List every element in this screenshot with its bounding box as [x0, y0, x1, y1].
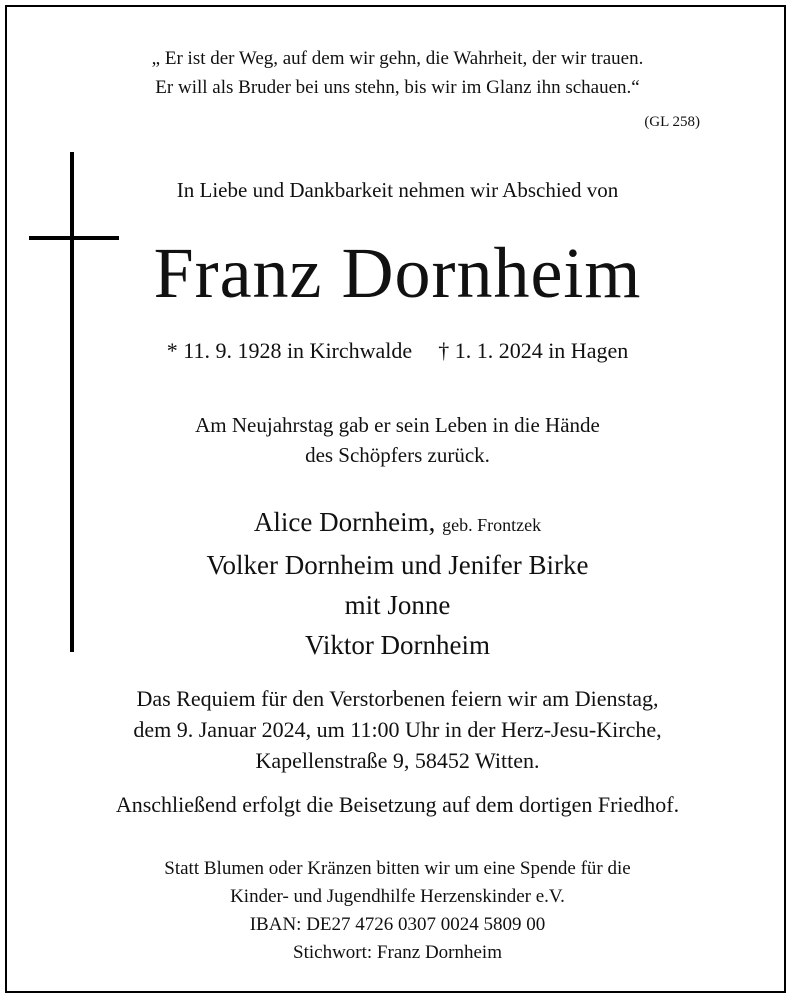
- passage-line-1: Am Neujahrstag gab er sein Leben in die Hände: [195, 413, 600, 437]
- life-dates: [0, 338, 795, 364]
- intro-text: In Liebe und Dankbarkeit nehmen wir Abschied von: [176, 178, 619, 202]
- family-line-1: [0, 502, 795, 545]
- page-border: [5, 5, 786, 993]
- passage-text: [0, 410, 795, 470]
- burial-notice: Anschließend erfolgt die Beisetzung auf dem dortigen Friedhof.: [115, 792, 680, 817]
- donation-line-1: Statt Blumen oder Kränzen bitten wir um eine Spende für die: [164, 858, 631, 879]
- donation-notice: [0, 855, 795, 967]
- birth-date: * 11. 9. 1928 in Kirchwalde: [166, 338, 413, 363]
- quote-line-1: „ Er ist der Weg, auf dem wir gehn, die Wahrheit, der wir trauen.: [151, 48, 644, 69]
- donation-iban: IBAN: DE27 4726 0307 0024 5809 00: [249, 914, 546, 935]
- requiem-notice: [0, 683, 795, 776]
- scripture-quote: [0, 44, 795, 102]
- family-line-4: Viktor Dornheim: [304, 630, 491, 660]
- family-line-2: Volker Dornheim und Jenifer Birke: [206, 550, 589, 580]
- family-line-3: mit Jonne: [344, 590, 451, 620]
- spouse-maiden-name: geb. Frontzek: [442, 515, 542, 535]
- requiem-line-1: Das Requiem für den Verstorbenen feiern wir am Dienstag,: [136, 686, 659, 711]
- requiem-line-3: Kapellenstraße 9, 58452 Witten.: [255, 748, 540, 773]
- spouse-name: Alice Dornheim,: [253, 507, 436, 537]
- quote-line-2: Er will als Bruder bei uns stehn, bis wir im Glanz ihn schauen.“: [155, 77, 640, 98]
- quote-reference: (GL 258): [644, 114, 700, 130]
- requiem-line-2: dem 9. Januar 2024, um 11:00 Uhr in der Herz-Jesu-Kirche,: [133, 717, 662, 742]
- death-date: † 1. 1. 2024 in Hagen: [438, 338, 629, 363]
- donation-keyword: Stichwort: Franz Dornheim: [293, 942, 502, 963]
- family-signatures: [0, 502, 795, 665]
- donation-line-2: Kinder- und Jugendhilfe Herzenskinder e.V.: [230, 886, 565, 907]
- passage-line-2: des Schöpfers zurück.: [305, 443, 490, 467]
- deceased-name: Franz Dornheim: [153, 233, 642, 313]
